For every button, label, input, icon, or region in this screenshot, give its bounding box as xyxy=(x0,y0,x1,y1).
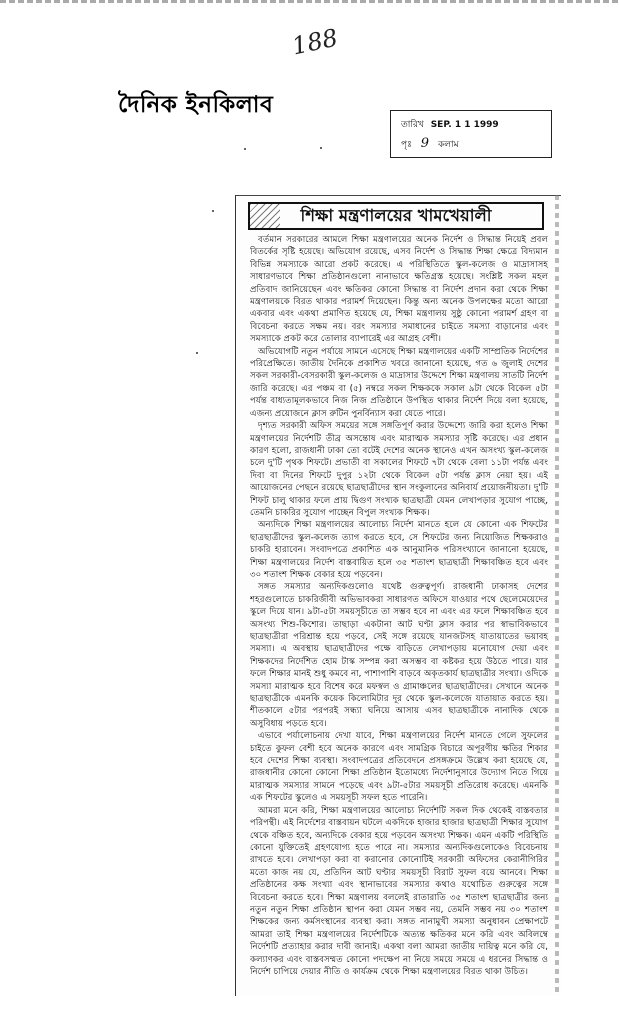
newspaper-clipping xyxy=(235,195,561,996)
stamp-date-value: SEP. 1 1 1999 xyxy=(430,120,499,130)
article-paragraph: সঙ্গত সমস্যার অন্যদিকগুলোও যথেষ্ট গুরুত্বপূর্ণ। রাজধানী ঢাকাসহ দেশের শহরগুলোতে চাকরিজীবী অভিভাবকরা সাধারণত অফিসে যাওয়ার পথে ছেলেমেয়েদের স্কুলে দিয়ে যান। ৯টা-৫টা সময়সূচীতে তা সম্ভব হবে না এবং এর ফলে শিক্ষাবঞ্চিত হবে অসংখ্য শিশু-কিশোর। তাছাড়া একটানা আট ঘণ্টা ক্লাস করার পর স্বাভাবিকভাবে ছাত্রছাত্রীরা পরিশ্রান্ত হয়ে পড়বে, সেই সঙ্গে রয়েছে যানজটসহ যাতায়াতের ভয়াবহ সমস্যা। এ অবস্থায় ছাত্রছাত্রীদের পক্ষে বাড়িতে লেখাপড়ায় মনোযোগ দেয়া এবং শিক্ষকদের নির্দেশিত হোম টাস্ক সম্পন্ন করা অসম্ভব বা কষ্টকর হয়ে উঠতে পারে। যার ফলে শিক্ষার মানই শুধু কমবে না, পাশাপাশি বাড়বে অকৃতকার্য ছাত্রছাত্রীর সংখ্যা। ওদিকে সমস্যা মারাত্মক হবে বিশেষ করে মফস্বল ও গ্রামাঞ্চলের ছাত্রছাত্রীদের। সেখানে অনেক ছাত্রছাত্রীকে এমনকি কয়েক কিলোমিটার দূর থেকে স্কুল-কলেজে যাতায়াত করতে হয়। শীতকালে ৫টার পরপরই সন্ধ্যা ঘনিয়ে আসায় এসব ছাত্রছাত্রীকে নানাদিক থেকে অসুবিধায় পড়তে হবে। xyxy=(250,582,548,729)
headline-box xyxy=(248,202,544,230)
article-headline: শিক্ষা মন্ত্রণালয়ের খামখেয়ালী xyxy=(300,205,492,225)
headline-hatch-decoration xyxy=(250,204,280,228)
article-paragraph: দৃশ্যত সরকারী অফিস সময়ের সঙ্গে সঙ্গতিপূর্ণ করার উদ্দেশ্যে জারি করা হলেও শিক্ষা মন্ত্রণালয়ের নির্দেশটি তীব্র অসন্তোষ এবং মারাত্মক সমস্যার সৃষ্টি করেছে। এর প্রধান কারণ হলো, রাজধানী ঢাকা তো বটেই দেশের অনেক স্থানেও এখন অসংখ্য স্কুল-কলেজ চলে দু'টি পৃথক শিফটে। প্রভাতী বা সকালের শিফটে ৭টা থেকে বেলা ১১টা পর্যন্ত এবং দিবা বা দিনের শিফটে দুপুর ১২টা থেকে বিকেল ৫টা পর্যন্ত ক্লাস নেয়া হয়। এই আয়োজনের পেছনে রয়েছে ছাত্রছাত্রীদের স্থান সংকুলানের অনিবার্য প্রয়োজনীয়তা। দু'টি শিফট চালু থাকার ফলে প্রায় দ্বিগুণ সংখ্যক ছাত্রছাত্রী যেমন লেখাপড়ার সুযোগ পাচ্ছে, তেমনি চাকরির সুযোগ পাচ্ছেন বিপুল সংখ্যক শিক্ষক। xyxy=(250,421,548,518)
stamp-column-label: কলাম xyxy=(437,140,459,150)
article-paragraph: বর্তমান সরকারের আমলে শিক্ষা মন্ত্রণালয়ের অনেক নির্দেশ ও সিদ্ধান্ত নিয়েই প্রবল বিতর্কের সৃষ্টি হয়েছে। অভিযোগ রয়েছে, এসব নির্দেশ ও সিদ্ধান্ত শিক্ষা ক্ষেত্রে বিদ্যমান বিভিন্ন সমস্যাকে আরো প্রকট করেছে। এ পরিস্থিতিতে স্কুল-কলেজ ও মাদ্রাসাসহ সাধারণভাবে শিক্ষা প্রতিষ্ঠানগুলো নানাভাবে ক্ষতিগ্রস্ত হয়েছে। সংশ্লিষ্ট সকল মহল প্রতিবাদ জানিয়েছেন এবং ক্ষতিকর কোনো সিদ্ধান্ত বা নির্দেশ প্রদান করা থেকে শিক্ষা মন্ত্রণালয়কে বিরত থাকার পরামর্শ দিয়েছেন। কিন্তু অন্য অনেক উপলক্ষের মতো আরো একবার এবং একথা প্রমাণিত হয়েছে যে, শিক্ষা মন্ত্রণালয় সুষ্ঠু কোনো পরামর্শ গ্রহণ বা বিবেচনা করতে সক্ষম নয়। বরং সমস্যার সমাধানের চাইতে সমস্যা বাড়ানোর এবং সমস্যাকে প্রকট করে তোলার ব্যাপারেই এর আগ্রহ বেশী। xyxy=(250,235,548,345)
article-paragraph: এভাবে পর্যালোচনায় দেখা যাবে, শিক্ষা মন্ত্রণালয়ের নির্দেশ মানতে গেলে সুফলের চাইতে কুফল বেশী হবে অনেক কারণে এবং সামগ্রিক বিচারে অপূরণীয় ক্ষতির শিকার হবে দেশের শিক্ষা ব্যবস্থা। সংবাদপত্রের প্রতিবেদনে প্রসঙ্গক্রমে উল্লেখ করা হয়েছে যে, রাজধানীর কোনো কোনো শিক্ষা প্রতিষ্ঠান ইতোমধ্যে নির্দেশানুসারে উদ্যোগ নিতে গিয়ে মারাত্মক সমস্যার সামনে পড়েছে এবং ৯টা-৫টার সময়সূচী প্রতিরোধ করেছে। এমনকি এক শিফটের স্কুলেও এ সময়সূচী সফল হতে পারেনি। xyxy=(250,731,548,804)
clipping-edge-shadow xyxy=(555,195,559,995)
stamp-page-row xyxy=(401,136,545,155)
stamp-page-value: 9 xyxy=(420,136,430,151)
stamp-page-label: পৃঃ xyxy=(401,140,412,150)
scan-speck xyxy=(212,210,214,212)
article-body xyxy=(250,234,548,986)
stamp-date-label: তারিখ xyxy=(401,120,424,130)
scan-speck xyxy=(244,148,246,150)
date-stamp xyxy=(390,110,552,158)
scan-speck xyxy=(320,147,322,149)
article-paragraph: আমরা মনে করি, শিক্ষা মন্ত্রণালয়ের আলোচ্য নির্দেশটি সকল দিক থেকেই বাস্তবতার পরিপন্থী। এই নির্দেশের বাস্তবায়ন ঘটলে একদিকে হাজার হাজার ছাত্রছাত্রী শিক্ষার সুযোগ থেকে বঞ্চিত হবে, অন্যদিকে বেকার হয়ে পড়বেন অসংখ্য শিক্ষক। এমন একটি পরিস্থিতি কোনো যুক্তিতেই গ্রহণযোগ্য হতে পারে না। সমস্যার অন্যদিকগুলোকেও বিবেচনায় রাখতে হবে। লেখাপড়া করা বা করানোর কোনোটিই সরকারী অফিসের কেরানীগিরির মতো কাজ নয় যে, প্রতিদিন আট ঘণ্টার সময়সূচী বিরাট সুফল বয়ে আনবে। শিক্ষা প্রতিষ্ঠানের কক্ষ সংখ্যা এবং স্থানাভাবের সমস্যার কথাও যথোচিত গুরুত্বের সঙ্গে বিবেচনা করতে হবে। শিক্ষা মন্ত্রণালয় বললেই রাতারাতি ৩৫ শতাংশ ছাত্রছাত্রীর জন্য নতুন নতুন শিক্ষা প্রতিষ্ঠান স্থাপন করা যেমন সম্ভব নয়, তেমনি সম্ভব নয় ৩০ শতাংশ শিক্ষকের জন্য কর্মসংস্থানের ব্যবস্থা করা। সঙ্গত নানামুখী সমস্যা অনুধাবন প্রেক্ষাপটে আমরা তাই শিক্ষা মন্ত্রণালয়ের নির্দেশটিকে অত্যন্ত ক্ষতিকর মনে করি এবং অবিলম্বে নির্দেশটি প্রত্যাহার করার দাবী জানাই। একথা বলা আমরা জাতীয় দায়িত্ব মনে করি যে, কল্যাণকর এবং বাস্তবসম্মত কোনো পদক্ষেপ না নিয়ে সময়ে সময়ে এ ধরনের সিদ্ধান্ত ও নির্দেশ চাপিয়ে দেয়ার নীতি ও কার্যক্রম থেকে শিক্ষা মন্ত্রণালয়ের বিরত থাকা উচিত। xyxy=(250,805,548,977)
stamp-date-row xyxy=(401,117,545,136)
page-top-edge xyxy=(0,0,619,3)
article-paragraph: অন্যদিকে শিক্ষা মন্ত্রণালয়ের আলোচ্য নির্দেশ মানতে হলে যে কোনো এক শিফটের ছাত্রছাত্রীদের স্কুল-কলেজ ত্যাগ করতে হবে, সে শিফটের জন্য নিয়োজিত শিক্ষকরাও চাকরি হারাবেন। সংবাদপত্রে প্রকাশিত এক আনুমানিক পরিসংখ্যানে জানানো হয়েছে, শিক্ষা মন্ত্রণালয়ের নির্দেশ বাস্তবায়িত হলে ৩৫ শতাংশ ছাত্রছাত্রী শিক্ষাবঞ্চিত হবে এবং ৩০ শতাংশ শিক্ষক বেকার হয়ে পড়বেন। xyxy=(250,520,548,580)
article-paragraph: অভিযোগটি নতুন পর্যায়ে সামনে এসেছে শিক্ষা মন্ত্রণালয়ের একটি সাম্প্রতিক নির্দেশের পরিপ্রেক্ষিতে। জাতীয় দৈনিকে প্রকাশিত খবরে জানানো হয়েছে, গত ৬ জুলাই দেশের সকল সরকারী-বেসরকারী স্কুল-কলেজ ও মাদ্রাসার উদ্দেশে শিক্ষা মন্ত্রণালয় সাতটি নির্দেশ জারি করেছে। এর পঞ্চম বা (৫) নম্বরে সকল শিক্ষককে সকাল ৯টা থেকে বিকেল ৫টা পর্যন্ত বাধ্যতামূলকভাবে নিজ নিজ প্রতিষ্ঠানে উপস্থিত থাকার নির্দেশ দিয়ে বলা হয়েছে, এজন্য প্রয়োজনে ক্লাস রুটিন পুনর্বিন্যাস করা যেতে পারে। xyxy=(250,346,548,419)
newspaper-name: দৈনিক ইনকিলাব xyxy=(118,91,274,118)
scan-speck xyxy=(196,352,198,354)
handwritten-page-number: 188 xyxy=(289,23,341,61)
